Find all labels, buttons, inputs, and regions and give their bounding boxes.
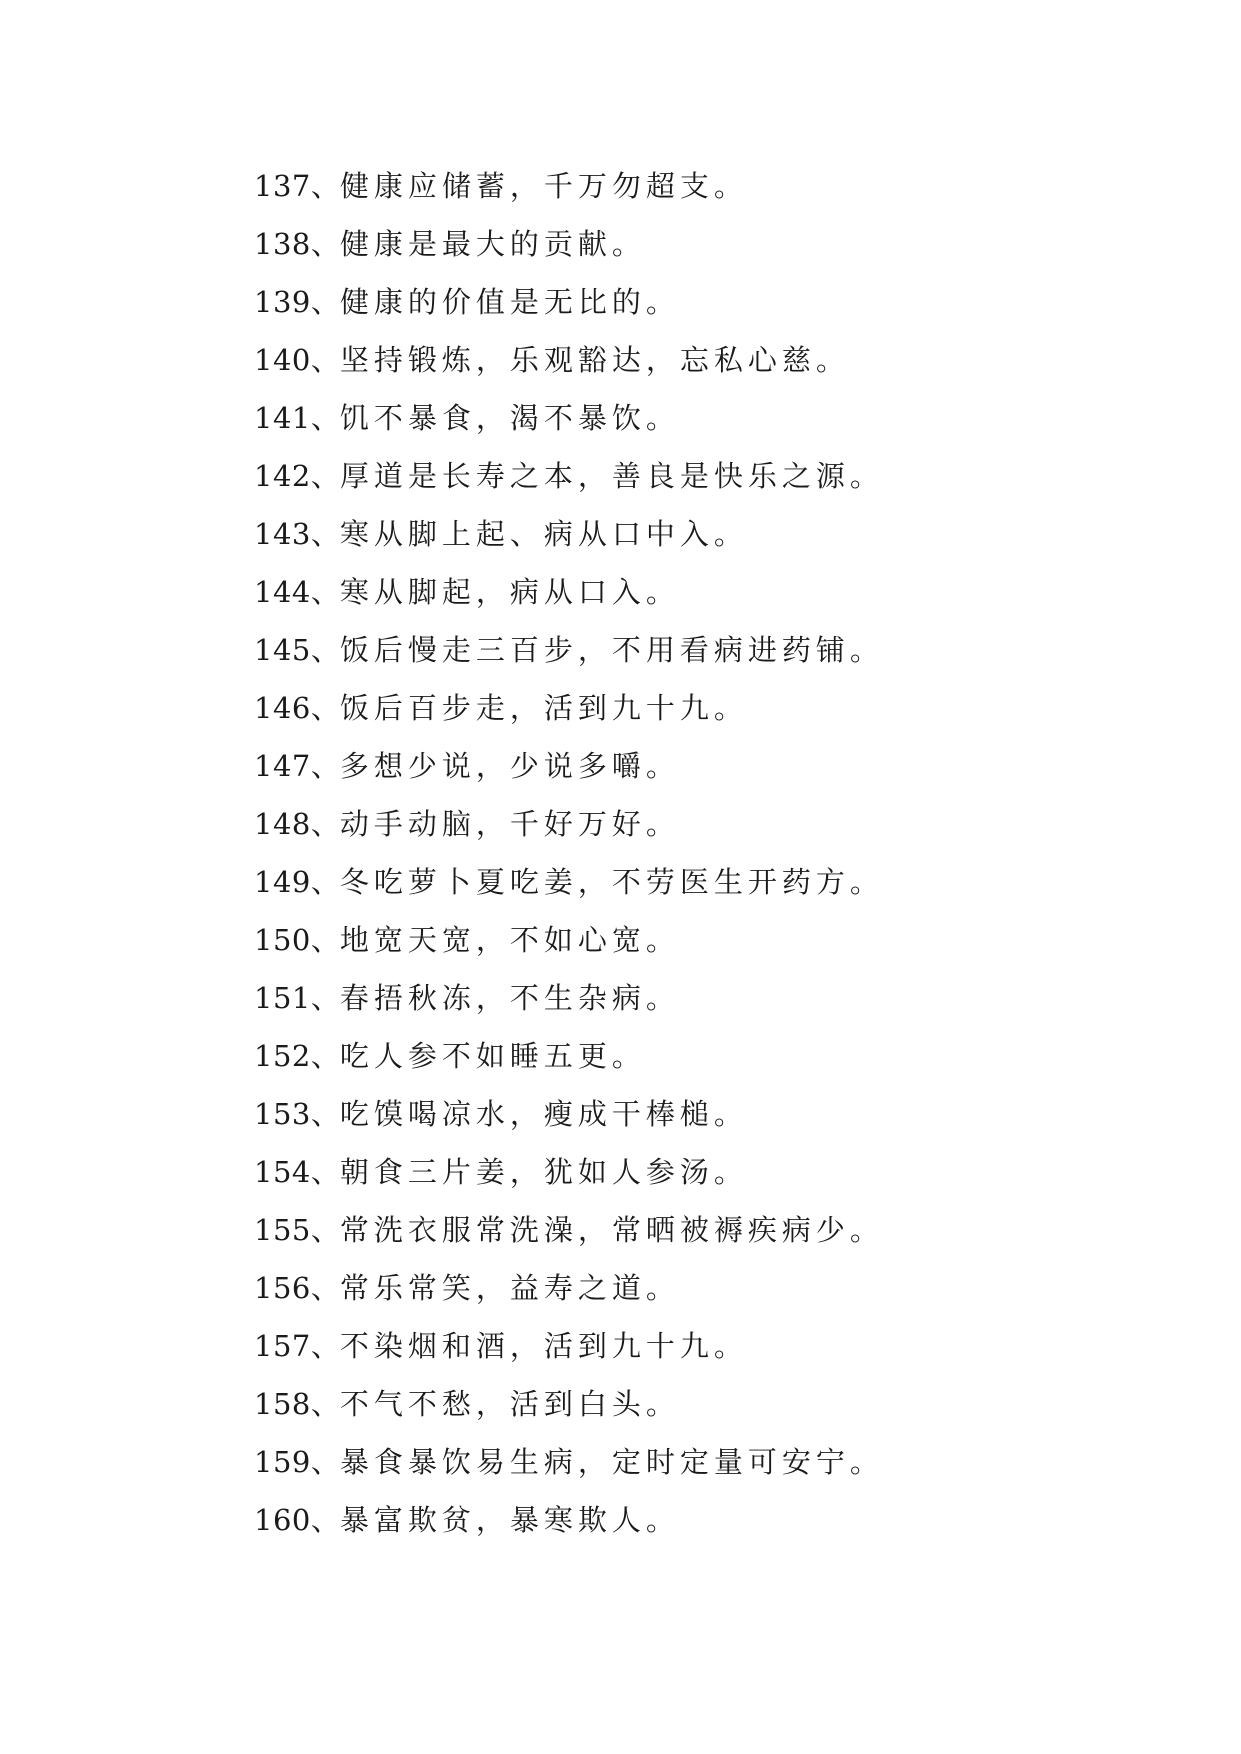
list-item [254, 331, 1174, 389]
item-separator: 、 [310, 1503, 340, 1537]
item-number: 139 [254, 285, 311, 319]
list-item [254, 795, 1174, 853]
item-number: 159 [254, 1445, 311, 1479]
item-number: 142 [254, 459, 311, 493]
list-item [254, 389, 1174, 447]
item-text: 冬吃萝卜夏吃姜，不劳医生开药方。 [339, 865, 884, 899]
item-number: 148 [254, 807, 311, 841]
item-number: 141 [254, 401, 311, 435]
list-item [254, 1375, 1174, 1433]
list-item [254, 1433, 1174, 1491]
list-item [254, 679, 1174, 737]
list-item [254, 853, 1174, 911]
item-number: 144 [254, 575, 311, 609]
item-separator: 、 [310, 865, 340, 899]
list-item [254, 273, 1174, 331]
item-text: 春捂秋冻，不生杂病。 [339, 981, 680, 1015]
item-text: 饭后百步走，活到九十九。 [339, 691, 748, 725]
item-text: 不染烟和酒，活到九十九。 [339, 1329, 748, 1363]
item-text: 厚道是长寿之本，善良是快乐之源。 [339, 459, 884, 493]
item-number: 160 [254, 1503, 311, 1537]
list-item [254, 1085, 1174, 1143]
item-number: 151 [254, 981, 311, 1015]
item-text: 吃馍喝凉水，瘦成干棒槌。 [339, 1097, 748, 1131]
item-text: 健康的价值是无比的。 [339, 285, 680, 319]
item-separator: 、 [310, 285, 340, 319]
item-separator: 、 [310, 1155, 340, 1189]
item-text: 健康应储蓄，千万勿超支。 [339, 169, 748, 203]
item-separator: 、 [310, 575, 340, 609]
item-text: 饥不暴食，渴不暴饮。 [339, 401, 680, 435]
item-separator: 、 [310, 517, 340, 551]
list-item [254, 911, 1174, 969]
list-item [254, 505, 1174, 563]
item-separator: 、 [310, 749, 340, 783]
item-number: 149 [254, 865, 311, 899]
list-item [254, 1201, 1174, 1259]
item-separator: 、 [310, 691, 340, 725]
item-number: 140 [254, 343, 311, 377]
item-text: 暴富欺贫，暴寒欺人。 [339, 1503, 680, 1537]
item-number: 158 [254, 1387, 311, 1421]
proverb-list [254, 157, 1174, 1549]
item-number: 145 [254, 633, 311, 667]
list-item [254, 215, 1174, 273]
item-separator: 、 [310, 633, 340, 667]
list-item [254, 621, 1174, 679]
item-separator: 、 [310, 1039, 340, 1073]
list-item [254, 1317, 1174, 1375]
item-text: 健康是最大的贡献。 [339, 227, 646, 261]
item-number: 157 [254, 1329, 311, 1363]
item-text: 暴食暴饮易生病，定时定量可安宁。 [339, 1445, 884, 1479]
item-separator: 、 [310, 1387, 340, 1421]
item-separator: 、 [310, 459, 340, 493]
item-separator: 、 [310, 1271, 340, 1305]
item-separator: 、 [310, 807, 340, 841]
item-number: 154 [254, 1155, 311, 1189]
item-text: 动手动脑，千好万好。 [339, 807, 680, 841]
item-separator: 、 [310, 1213, 340, 1247]
item-number: 155 [254, 1213, 311, 1247]
item-text: 坚持锻炼，乐观豁达，忘私心慈。 [339, 343, 850, 377]
item-number: 153 [254, 1097, 311, 1131]
item-number: 138 [254, 227, 311, 261]
item-number: 156 [254, 1271, 311, 1305]
item-separator: 、 [310, 1329, 340, 1363]
item-number: 150 [254, 923, 311, 957]
list-item [254, 1259, 1174, 1317]
item-text: 常洗衣服常洗澡，常晒被褥疾病少。 [339, 1213, 884, 1247]
list-item [254, 447, 1174, 505]
item-separator: 、 [310, 1097, 340, 1131]
item-text: 寒从脚上起、病从口中入。 [339, 517, 748, 551]
list-item [254, 969, 1174, 1027]
list-item [254, 1491, 1174, 1549]
item-text: 吃人参不如睡五更。 [339, 1039, 646, 1073]
item-separator: 、 [310, 981, 340, 1015]
item-text: 不气不愁，活到白头。 [339, 1387, 680, 1421]
item-number: 143 [254, 517, 311, 551]
item-text: 常乐常笑，益寿之道。 [339, 1271, 680, 1305]
item-number: 147 [254, 749, 311, 783]
item-text: 寒从脚起，病从口入。 [339, 575, 680, 609]
list-item [254, 157, 1174, 215]
item-text: 地宽天宽，不如心宽。 [339, 923, 680, 957]
list-item [254, 563, 1174, 621]
item-number: 137 [254, 169, 311, 203]
item-separator: 、 [310, 343, 340, 377]
item-text: 饭后慢走三百步，不用看病进药铺。 [339, 633, 884, 667]
item-text: 多想少说，少说多嚼。 [339, 749, 680, 783]
list-item [254, 1143, 1174, 1201]
item-separator: 、 [310, 227, 340, 261]
item-separator: 、 [310, 401, 340, 435]
item-number: 146 [254, 691, 311, 725]
item-separator: 、 [310, 1445, 340, 1479]
item-number: 152 [254, 1039, 311, 1073]
list-item [254, 1027, 1174, 1085]
item-text: 朝食三片姜，犹如人参汤。 [339, 1155, 748, 1189]
item-separator: 、 [310, 169, 340, 203]
list-item [254, 737, 1174, 795]
item-separator: 、 [310, 923, 340, 957]
